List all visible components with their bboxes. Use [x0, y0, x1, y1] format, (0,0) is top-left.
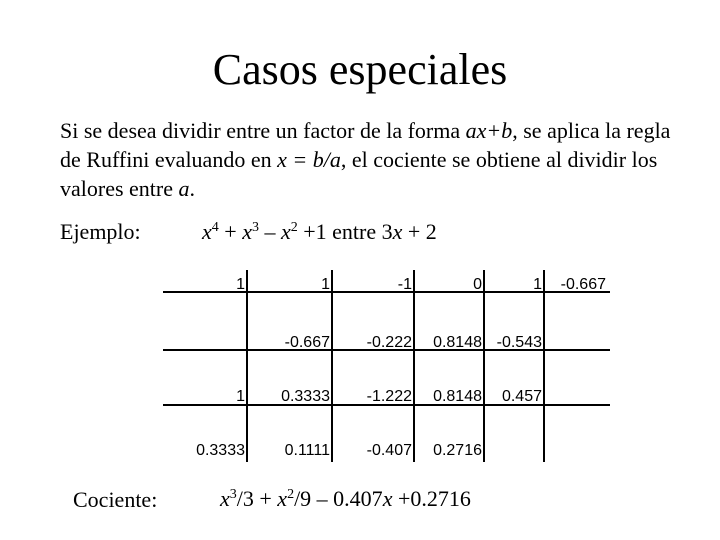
quotient-expression: [220, 486, 471, 512]
expression-text: +0.2716: [392, 486, 471, 511]
var-x: x: [382, 486, 393, 511]
table-cell: -0.667: [560, 276, 606, 293]
exponent: 3: [229, 487, 237, 502]
quotient-label: Cociente:: [73, 487, 158, 512]
intro-var-2: x = b/a: [277, 147, 341, 172]
var-x: x: [280, 219, 291, 244]
table-cell: 0.3333: [196, 442, 245, 459]
expression-text: +1 entre 3: [297, 219, 393, 244]
table-cell: -1.222: [366, 388, 412, 405]
operator: –: [258, 219, 281, 244]
table-cell: 1: [236, 388, 245, 405]
intro-text-2: , se aplica la regla de Ruffini evaluando en: [60, 118, 671, 172]
table-cell: 1: [533, 276, 542, 293]
var-x: x: [392, 219, 403, 244]
intro-var-1: ax+b: [465, 118, 513, 143]
intro-text-1: Si se desea dividir entre un factor de la forma: [60, 118, 466, 143]
table-cell: -0.543: [496, 334, 542, 351]
table-cell: 0.2716: [433, 442, 482, 459]
exponent: 3: [251, 220, 259, 235]
expression-text: /9 – 0.407: [294, 486, 383, 511]
intro-text-3: , el cociente se obtiene al dividir los valores entre: [60, 147, 658, 201]
table-cell: 0.1111: [284, 442, 330, 459]
operator: +: [218, 219, 243, 244]
intro-var-3: a: [178, 176, 190, 201]
var-x: x: [242, 219, 252, 244]
example-label: Ejemplo:: [60, 219, 141, 244]
exponent: 2: [287, 487, 295, 502]
table-cell: 0.8148: [433, 334, 482, 351]
table-cell: 0.457: [501, 388, 542, 405]
table-cell: 1: [236, 276, 245, 293]
table-cell: -1: [397, 276, 412, 293]
var-x: x: [202, 219, 212, 244]
table-cell: -0.667: [284, 334, 330, 351]
table-cell: 0.8148: [433, 388, 482, 405]
expression-text: + 2: [402, 219, 437, 244]
table-cell: -0.407: [366, 442, 412, 459]
var-x: x: [220, 486, 230, 511]
table-cell: -0.222: [366, 334, 412, 351]
slide-title: Casos especiales: [212, 45, 508, 94]
exponent: 4: [211, 220, 219, 235]
exponent: 2: [290, 220, 298, 235]
table-cell: 0: [473, 276, 482, 293]
intro-text-4: .: [189, 176, 195, 201]
var-x: x: [277, 486, 288, 511]
table-cell: 0.3333: [281, 388, 330, 405]
table-cell: 1: [321, 276, 330, 293]
expression-text: /3 +: [236, 486, 278, 511]
